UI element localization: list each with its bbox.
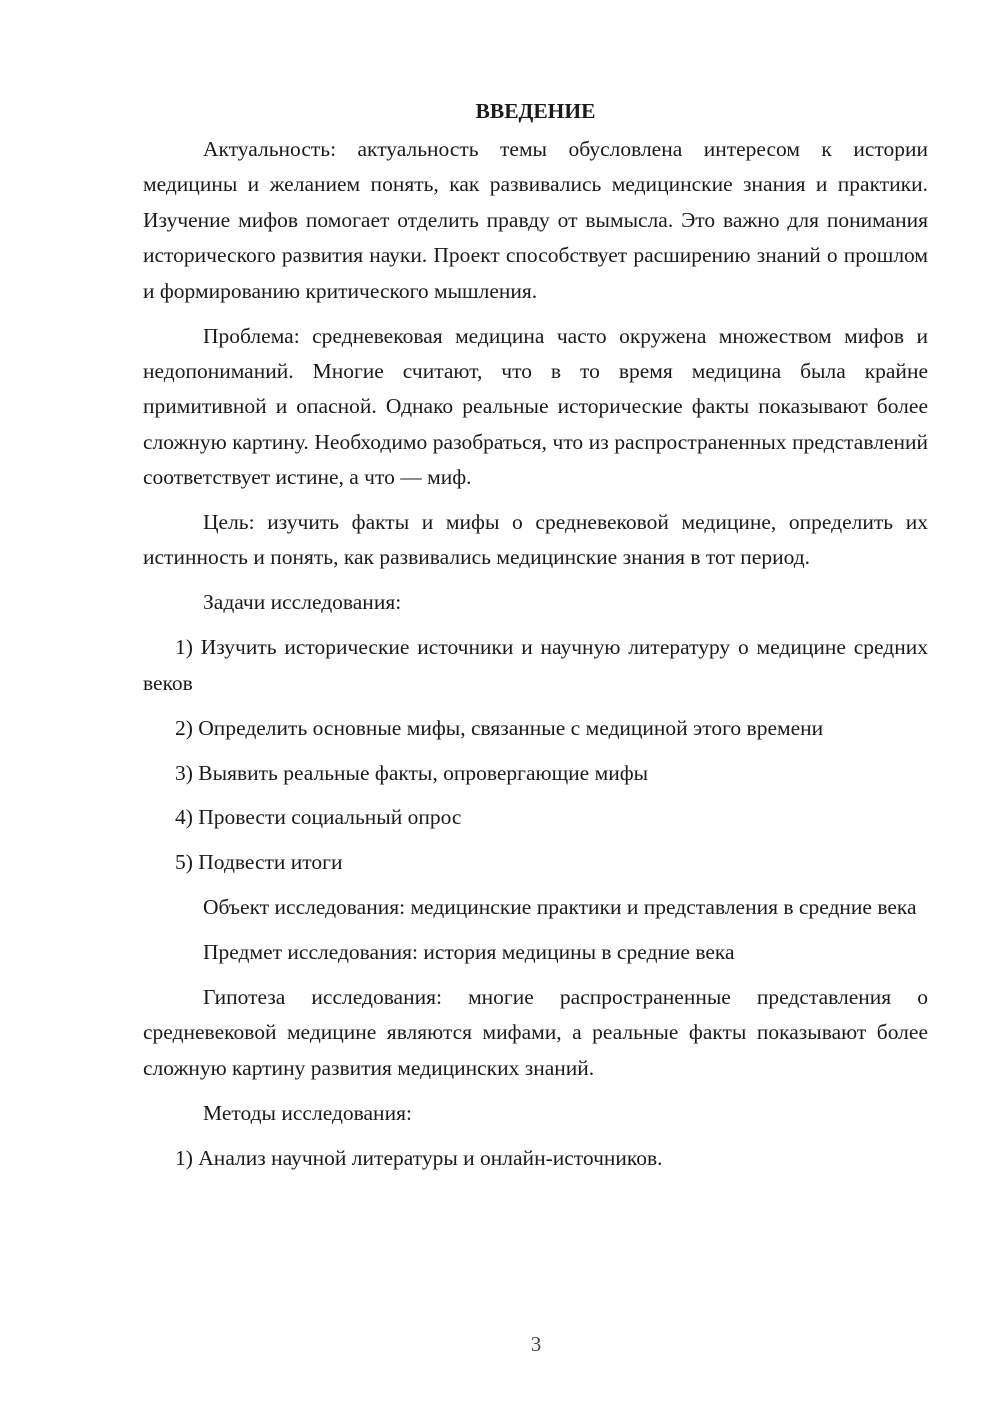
task-item-5: 5) Подвести итоги bbox=[175, 850, 343, 875]
task-item-3: 3) Выявить реальные факты, опровергающие мифы bbox=[175, 760, 649, 785]
methods-heading: Методы исследования: bbox=[203, 1100, 412, 1125]
subject-paragraph: Предмет исследования: история медицины в средние века bbox=[203, 940, 735, 965]
relevance-paragraph: Актуальность: актуальность темы обусловлена интересом к истории медицины и желанием понять, как развивались медицинские знания и практики. Изучение мифов помогает отделить правду от вымысла. Это важно для понимания исторического развития науки. Проект способствует расширению знаний о прошлом и формированию критического мышления. bbox=[143, 137, 928, 303]
section-title: ВВЕДЕНИЕ bbox=[475, 99, 596, 123]
task-item-2: 2) Определить основные мифы, связанные с медициной этого времени bbox=[175, 715, 824, 740]
hypothesis-paragraph: Гипотеза исследования: многие распространенные представления о средневековой медицине являются мифами, а реальные факты показывают более сложную картину развития медицинских знаний. bbox=[143, 985, 928, 1080]
task-item-4: 4) Провести социальный опрос bbox=[175, 805, 462, 830]
goal-paragraph: Цель: изучить факты и мифы о средневековой медицине, определить их истинность и понять, как развивались медицинские знания в тот период. bbox=[143, 510, 928, 570]
tasks-heading: Задачи исследования: bbox=[203, 590, 402, 615]
document-page bbox=[143, 96, 928, 1186]
method-item-1: 1) Анализ научной литературы и онлайн-источников. bbox=[175, 1145, 663, 1170]
page-number: 3 bbox=[530, 1332, 542, 1356]
task-item-1: 1) Изучить исторические источники и научную литературу о медицине средних веков bbox=[143, 635, 928, 695]
object-paragraph: Объект исследования: медицинские практики и представления в средние века bbox=[203, 895, 917, 920]
problem-paragraph: Проблема: средневековая медицина часто окружена множеством мифов и недопониманий. Многие считают, что в то время медицина была крайне примитивной и опасной. Однако реальные исторические факты показывают более сложную картину. Необходимо разобраться, что из распространенных представлений соответствует истине, а что — миф. bbox=[143, 323, 928, 490]
